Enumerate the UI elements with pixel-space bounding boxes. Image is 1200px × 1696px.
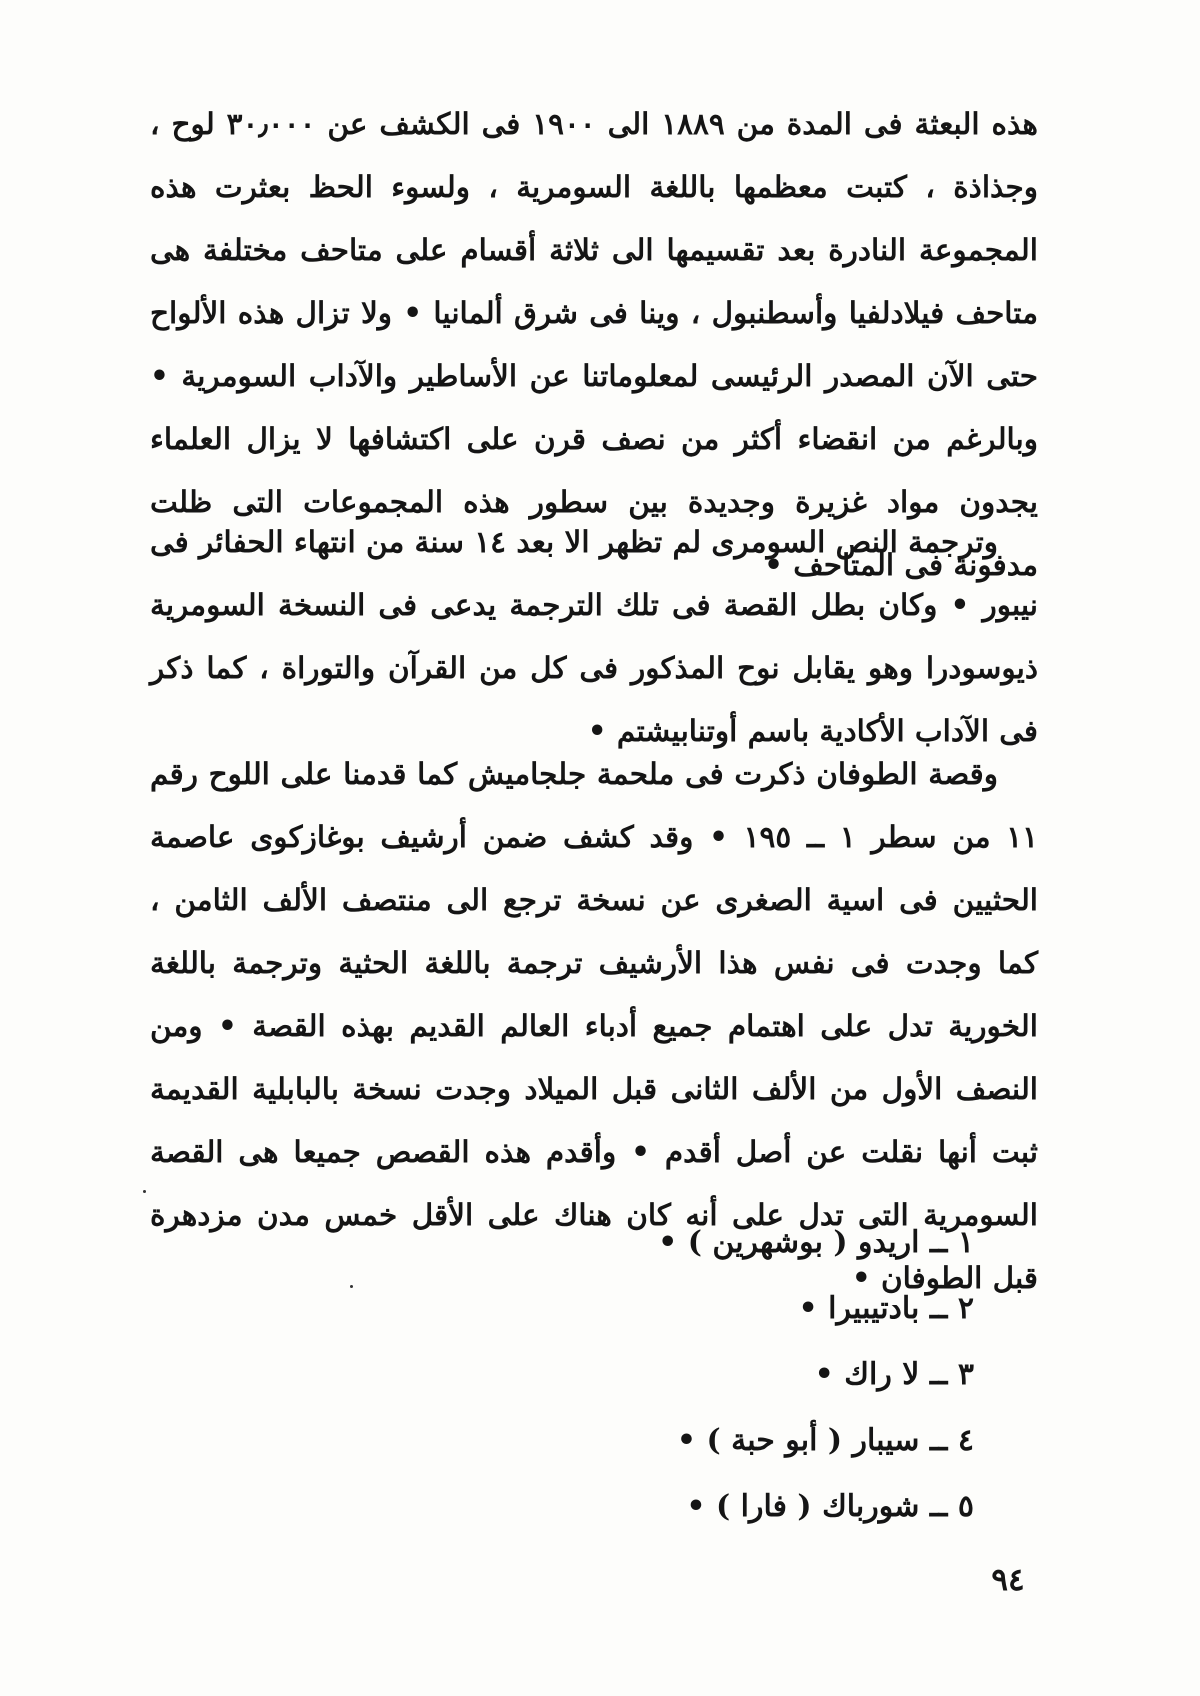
scan-speck <box>350 1285 353 1288</box>
scan-speck <box>143 1190 146 1193</box>
paragraph-1: هذه البعثة فى المدة من ١٨٨٩ الى ١٩٠٠ فى الكشف عن ٣٠٫٠٠٠ لوح ، وجذاذة ، كتبت معظمها باللغة السومرية ، ولسوء الحظ بعثرت هذه المجموعة النادرة بعد تقسيمها الى ثلاثة أقسام على متاحف مختلفة هى متاحف فيلادلفيا وأسطنبول ، وينا فى شرق ألمانيا • ولا تزال هذه الألواح حتى الآن المصدر الرئيسى لمعلوماتنا عن الأساطير والآداب السومرية • وبالرغم من انقضاء أكثر من نصف قرن على اكتشافها لا يزال العلماء يجدون مواد غزيرة وجديدة بين سطور هذه المجموعات التى ظلت مدفونة فى المتاحف • <box>150 106 1038 582</box>
list-item: ٤ ــ سيبار ( أبو حبة ) • <box>676 1423 974 1458</box>
list-item: ٢ ــ بادتيبيرا • <box>798 1291 974 1326</box>
paragraph-2: وترجمة النص السومرى لم تظهر الا بعد ١٤ سنة من انتهاء الحفائر فى نيبور • وكان بطل القصة فى تلك الترجمة يدعى فى النسخة السومرية ذيوسودرا وهو يقابل نوح المذكور فى كل من القرآن والتوراة ، كما ذكر فى الآداب الأكادية باسم أوتنابيشتم • <box>150 524 1038 748</box>
paragraph-3: وقصة الطوفان ذكرت فى ملحمة جلجاميش كما قدمنا على اللوح رقم ١١ من سطر ١ ــ ١٩٥ • وقد كشف ضمن أرشيف بوغازكوى عاصمة الحثيين فى اسية الصغرى عن نسخة ترجع الى منتصف الألف الثامن ، كما وجدت فى نفس هذا الأرشيف ترجمة باللغة الحثية وترجمة باللغة الخورية تدل على اهتمام جميع أدباء العالم القديم بهذه القصة • ومن النصف الأول من الألف الثانى قبل الميلاد وجدت نسخة بالبابلية القديمة ثبت أنها نقلت عن أصل أقدم • وأقدم هذه القصص جميعا هى القصة السومرية التى تدل على أنه كان هناك على الأقل خمس مدن مزدهرة قبل الطوفان • <box>150 756 1038 1295</box>
list-item: ٣ ــ لا راك • <box>814 1357 974 1392</box>
list-item: ١ ــ اريدو ( بوشهرين ) • <box>658 1225 974 1260</box>
page-number: ٩٤ <box>991 1562 1025 1598</box>
cities-list <box>658 1210 974 1540</box>
list-item: ٥ ــ شورباك ( فارا ) • <box>686 1489 974 1524</box>
